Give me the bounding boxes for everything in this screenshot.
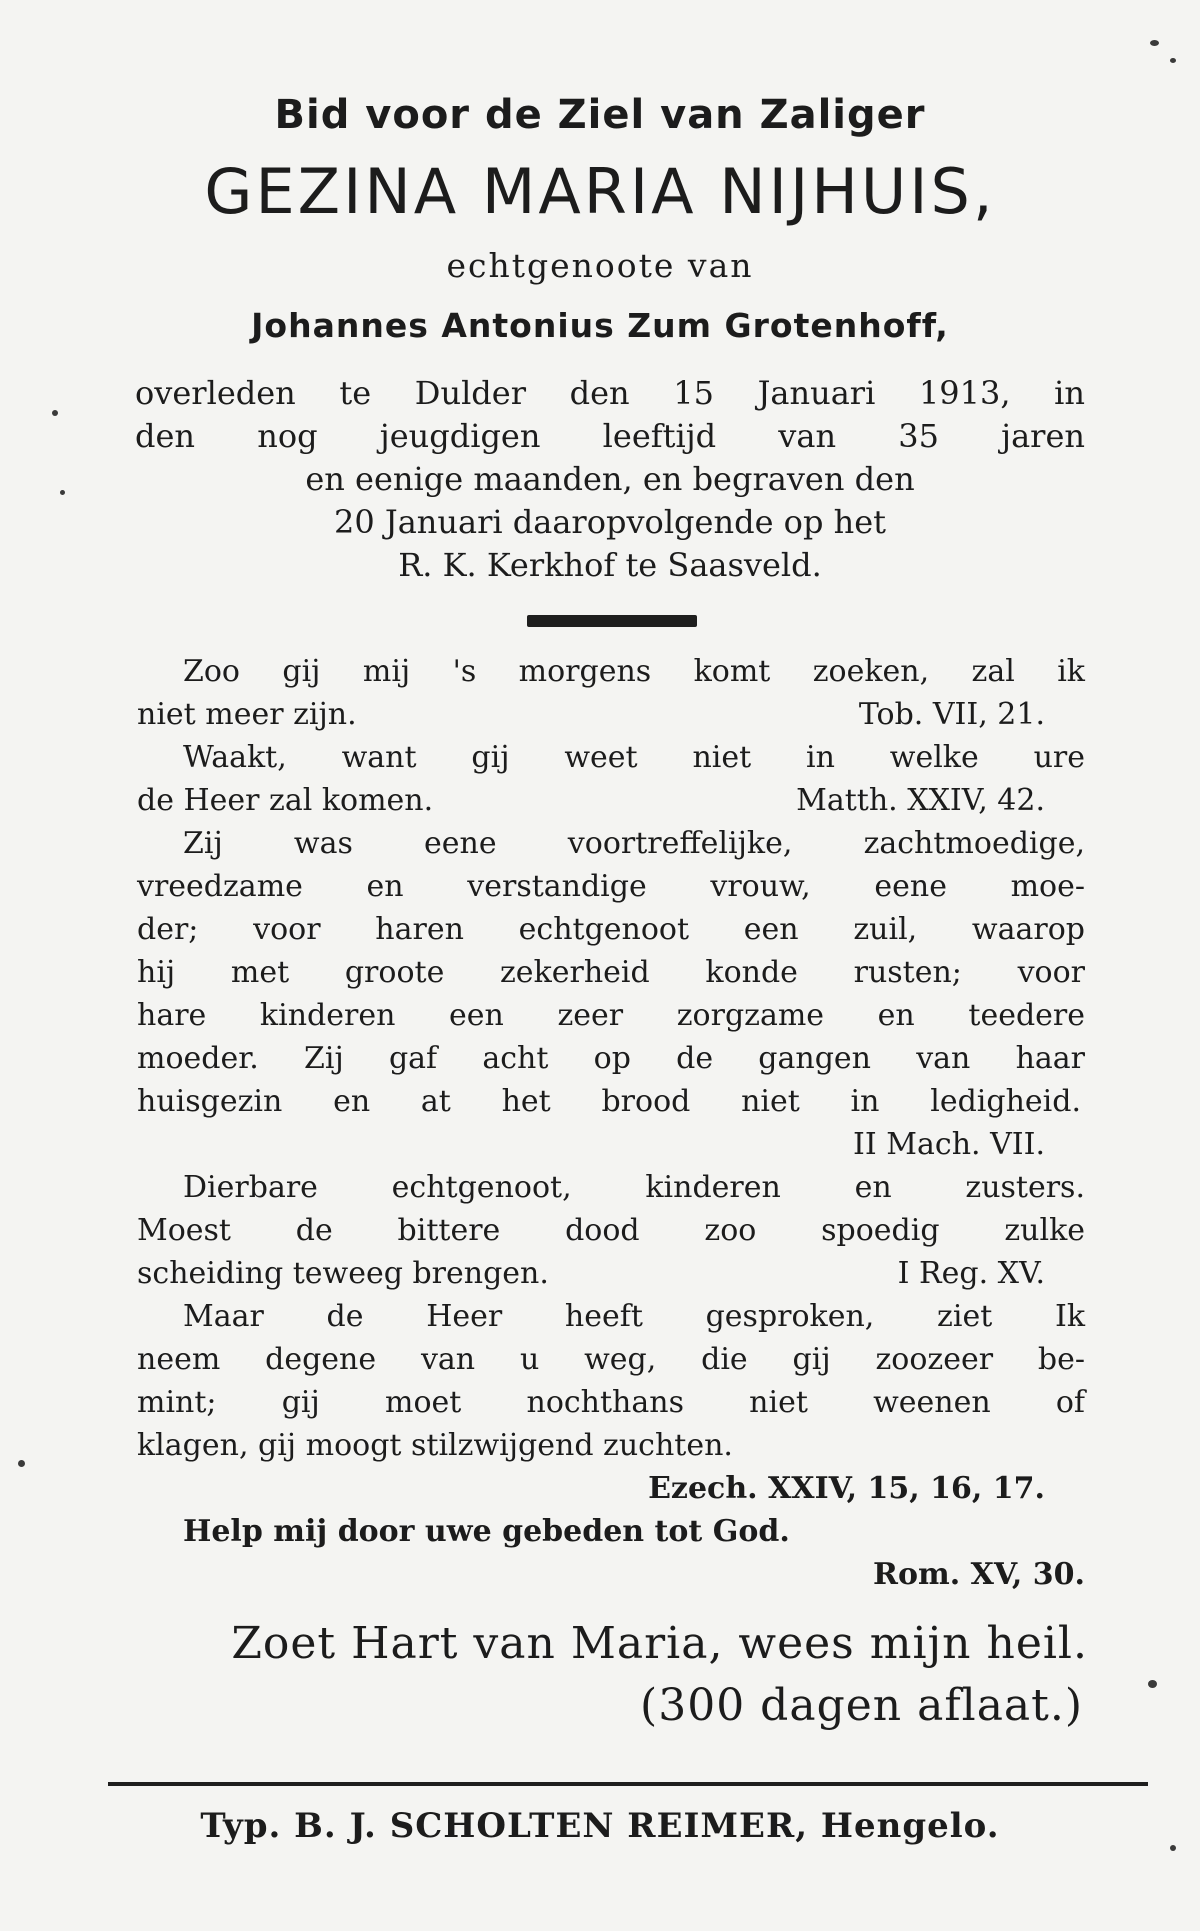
spouse-intro: echtgenoote van	[446, 246, 754, 285]
verse-line: Maar de Heer heeft gesproken, ziet Ik	[183, 1299, 1085, 1334]
indulgence-note: (300 dagen aflaat.)	[640, 1680, 1083, 1731]
verse-line: huisgezin en at het brood niet in ledigheid.	[137, 1084, 1081, 1119]
verse-line: der; voor haren echtgenoot een zuil, waarop	[137, 912, 1085, 947]
verse-line: hare kinderen een zeer zorgzame en teedere	[137, 998, 1085, 1033]
death-notice	[135, 372, 1085, 587]
death-notice-line: overleden te Dulder den 15 Januari 1913, in	[135, 374, 1085, 412]
print-speck	[18, 1460, 25, 1467]
print-speck	[60, 490, 65, 495]
verse-line-with-reference	[137, 779, 1085, 822]
verse-reference: Rom. XV, 30.	[873, 1557, 1085, 1592]
prayer-intro: Bid voor de Ziel van Zaliger	[274, 92, 926, 138]
verse-line: Zij was eene voortreffelijke, zachtmoedige,	[183, 826, 1085, 861]
verse-reference: Matth. XXIV, 42.	[796, 783, 1045, 818]
verse-reference: Tob. VII, 21.	[858, 697, 1045, 732]
print-speck	[52, 410, 58, 416]
verse-line: klagen, gij moogt stilzwijgend zuchten.	[137, 1428, 733, 1463]
verse-line-with-reference	[137, 693, 1085, 736]
verse-reference: I Reg. XV.	[897, 1256, 1045, 1291]
death-notice-line: R. K. Kerkhof te Saasveld.	[398, 546, 822, 584]
death-notice-line: 20 Januari daaropvolgende op het	[333, 503, 886, 541]
scripture-verses	[137, 650, 1085, 1596]
verse-line: de Heer zal komen.	[137, 783, 434, 818]
verse-line: mint; gij moet nochthans niet weenen of	[137, 1385, 1085, 1420]
verse-line: Waakt, want gij weet niet in welke ure	[183, 740, 1085, 775]
verse-line: Dierbare echtgenoot, kinderen en zusters.	[183, 1170, 1085, 1205]
closing-prayer: Zoet Hart van Maria, wees mijn heil.	[231, 1618, 1088, 1669]
verse-line: Zoo gij mij 's morgens komt zoeken, zal ik	[183, 654, 1085, 689]
print-speck	[1150, 40, 1159, 46]
verse-line: scheiding teweeg brengen.	[137, 1256, 549, 1291]
verse-line: hij met groote zekerheid konde rusten; voor	[137, 955, 1085, 990]
verse-reference: II Mach. VII.	[853, 1127, 1045, 1162]
verse-line: Help mij door uwe gebeden tot God.	[183, 1514, 790, 1549]
spouse-name: Johannes Antonius Zum Grotenhoff,	[251, 306, 949, 345]
verse-line-with-reference	[137, 1252, 1085, 1295]
verse-line: vreedzame en verstandige vrouw, eene moe-	[137, 869, 1085, 904]
ornament-divider	[527, 615, 697, 627]
print-speck	[1170, 58, 1176, 63]
printer-credit: Typ. B. J. SCHOLTEN REIMER, Hengelo.	[200, 1806, 1000, 1846]
verse-line: neem degene van u weg, die gij zoozeer be-	[137, 1342, 1085, 1377]
verse-line: Moest de bittere dood zoo spoedig zulke	[137, 1213, 1085, 1248]
print-speck	[1148, 1680, 1157, 1688]
death-notice-line: den nog jeugdigen leeftijd van 35 jaren	[135, 417, 1085, 455]
verse-line: moeder. Zij gaf acht op de gangen van haar	[137, 1041, 1085, 1076]
verse-line: niet meer zijn.	[137, 697, 357, 732]
deceased-name: GEZINA MARIA NIJHUIS,	[204, 155, 996, 228]
death-notice-line: en eenige maanden, en begraven den	[305, 460, 915, 498]
verse-reference: Ezech. XXIV, 15, 16, 17.	[648, 1471, 1045, 1506]
footer-divider	[108, 1782, 1148, 1786]
